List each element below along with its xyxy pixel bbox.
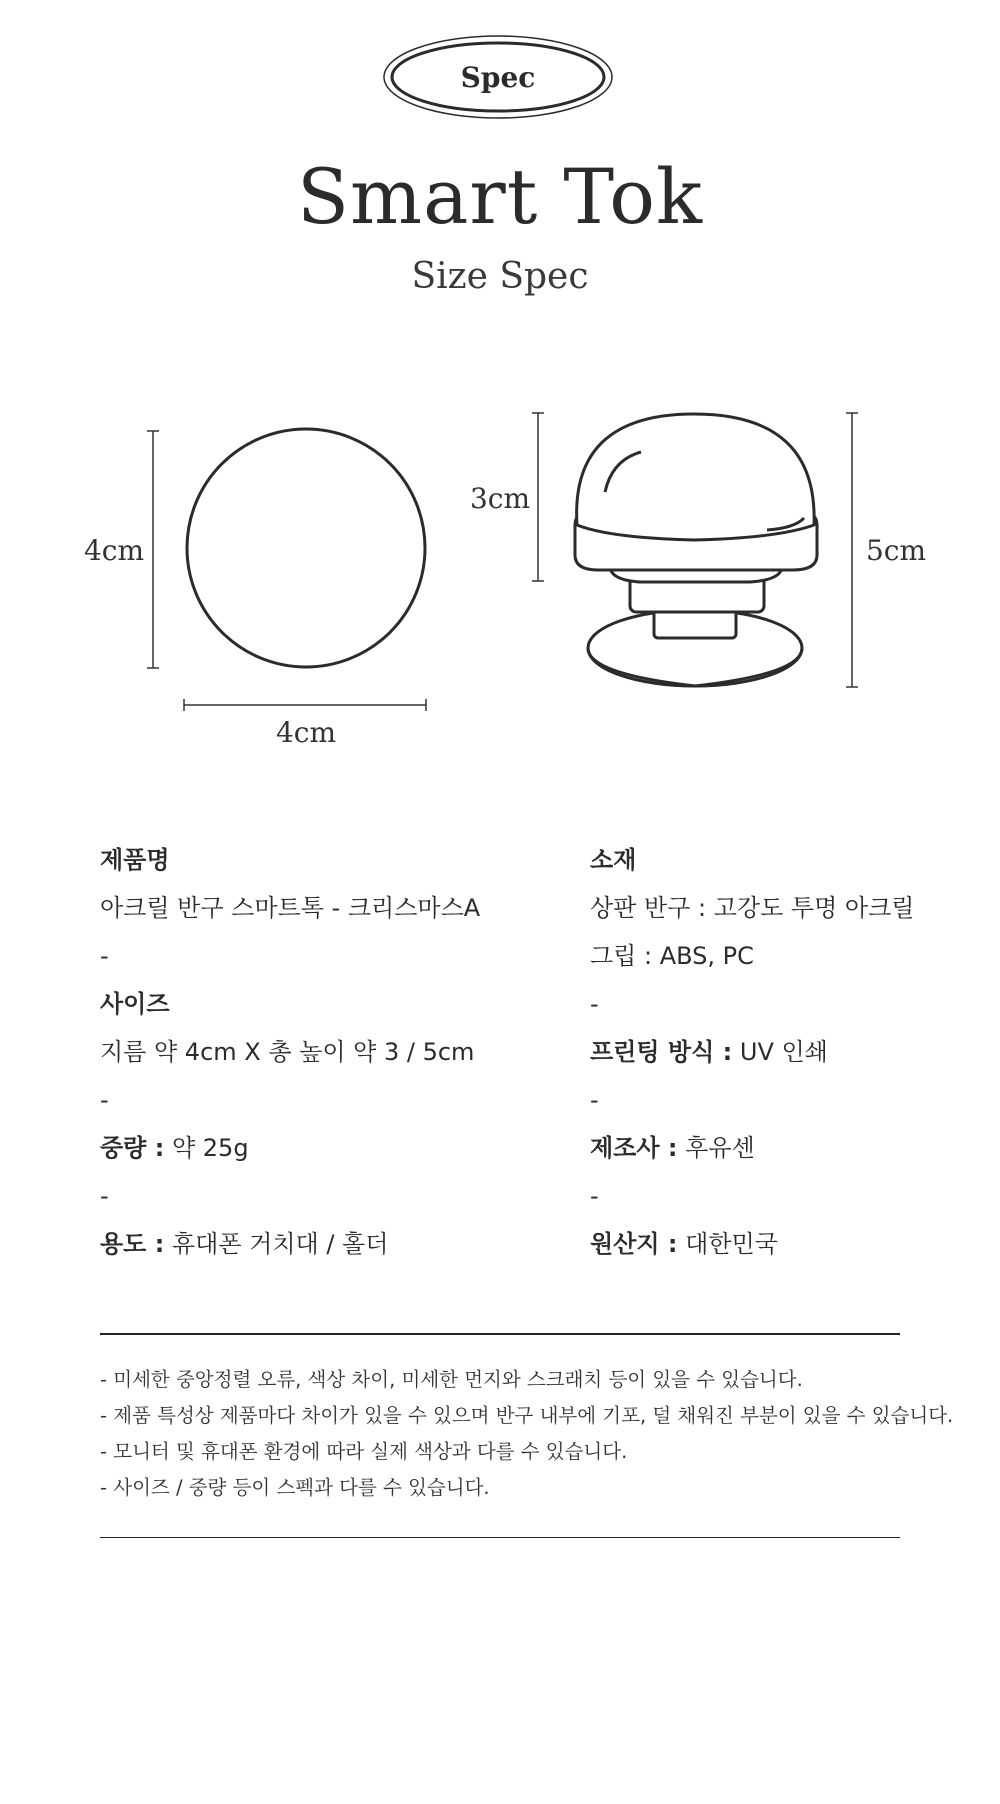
circle-top-view-icon bbox=[187, 429, 425, 667]
spec-heading: 소재 bbox=[590, 846, 637, 874]
note-item: - 모니터 및 휴대폰 환경에 따라 실제 색상과 다를 수 있습니다. bbox=[100, 1440, 628, 1463]
spec-row bbox=[590, 884, 1000, 932]
circle-width-label: 4cm bbox=[275, 716, 337, 749]
spec-row bbox=[100, 884, 530, 932]
spec-value: UV 인쇄 bbox=[739, 1038, 828, 1066]
total-height-label: 5cm bbox=[865, 534, 927, 567]
spec-value: 휴대폰 거치대 / 홀더 bbox=[171, 1230, 389, 1258]
spec-row bbox=[100, 836, 530, 884]
spec-row bbox=[590, 980, 1000, 1028]
spec-row bbox=[100, 1172, 530, 1220]
spec-row bbox=[100, 1220, 530, 1268]
top-divider bbox=[100, 1333, 900, 1335]
circle-height-dimension-line bbox=[147, 431, 159, 668]
note-item: - 사이즈 / 중량 등이 스펙과 다를 수 있습니다. bbox=[100, 1476, 490, 1499]
page-subtitle: Size Spec bbox=[411, 256, 589, 297]
spec-value: 상판 반구 : 고강도 투명 아크릴 bbox=[590, 894, 915, 922]
spec-value: - bbox=[590, 990, 599, 1018]
spec-value: 아크릴 반구 스마트톡 - 크리스마스A bbox=[100, 894, 481, 922]
spec-row bbox=[590, 1076, 1000, 1124]
spec-row bbox=[590, 1172, 1000, 1220]
badge-label: Spec bbox=[460, 60, 536, 94]
spec-label: 용도 : bbox=[100, 1230, 165, 1258]
bottom-divider bbox=[100, 1537, 900, 1538]
spec-value: 그립 : ABS, PC bbox=[590, 942, 754, 970]
spec-label: 프린팅 방식 : bbox=[590, 1038, 733, 1066]
spec-label: 제조사 : bbox=[590, 1134, 678, 1162]
spec-label: 원산지 : bbox=[590, 1230, 678, 1258]
spec-row bbox=[100, 932, 530, 980]
spec-heading: 사이즈 bbox=[100, 990, 170, 1018]
spec-row bbox=[590, 932, 1000, 980]
spec-column-right bbox=[590, 836, 1000, 1268]
spec-row bbox=[100, 980, 530, 1028]
spec-row bbox=[590, 1124, 1000, 1172]
spec-row bbox=[100, 1028, 530, 1076]
spec-value: 약 25g bbox=[171, 1134, 249, 1162]
spec-column-left bbox=[100, 836, 530, 1268]
circle-height-label: 4cm bbox=[83, 534, 145, 567]
note-item: - 제품 특성상 제품마다 차이가 있을 수 있으며 반구 내부에 기포, 덜 채워진 부분이 있을 수 있습니다. bbox=[100, 1404, 954, 1427]
spec-label: 중량 : bbox=[100, 1134, 165, 1162]
size-diagram bbox=[0, 390, 1000, 770]
smart-tok-side-view-icon bbox=[575, 414, 817, 686]
spec-heading: 제품명 bbox=[100, 846, 170, 874]
dome-height-dimension-line bbox=[532, 413, 544, 581]
spec-row bbox=[100, 1076, 530, 1124]
spec-value: - bbox=[100, 1182, 109, 1210]
spec-row bbox=[590, 1028, 1000, 1076]
notes-list bbox=[100, 1362, 954, 1506]
dome-height-label: 3cm bbox=[469, 482, 531, 515]
spec-value: - bbox=[100, 942, 109, 970]
spec-value: - bbox=[590, 1182, 599, 1210]
spec-value: 후유센 bbox=[685, 1134, 755, 1162]
spec-badge bbox=[382, 34, 614, 120]
spec-value: - bbox=[590, 1086, 599, 1114]
spec-value: 지름 약 4cm X 총 높이 약 3 / 5cm bbox=[100, 1038, 475, 1066]
spec-value: 대한민국 bbox=[685, 1230, 778, 1258]
page-title: Smart Tok bbox=[296, 152, 704, 241]
circle-width-dimension-line bbox=[184, 699, 426, 711]
spec-row bbox=[100, 1124, 530, 1172]
spec-row bbox=[590, 836, 1000, 884]
spec-value: - bbox=[100, 1086, 109, 1114]
note-item: - 미세한 중앙정렬 오류, 색상 차이, 미세한 먼지와 스크래치 등이 있을 수 있습니다. bbox=[100, 1368, 803, 1391]
spec-row bbox=[590, 1220, 1000, 1268]
total-height-dimension-line bbox=[846, 413, 858, 687]
